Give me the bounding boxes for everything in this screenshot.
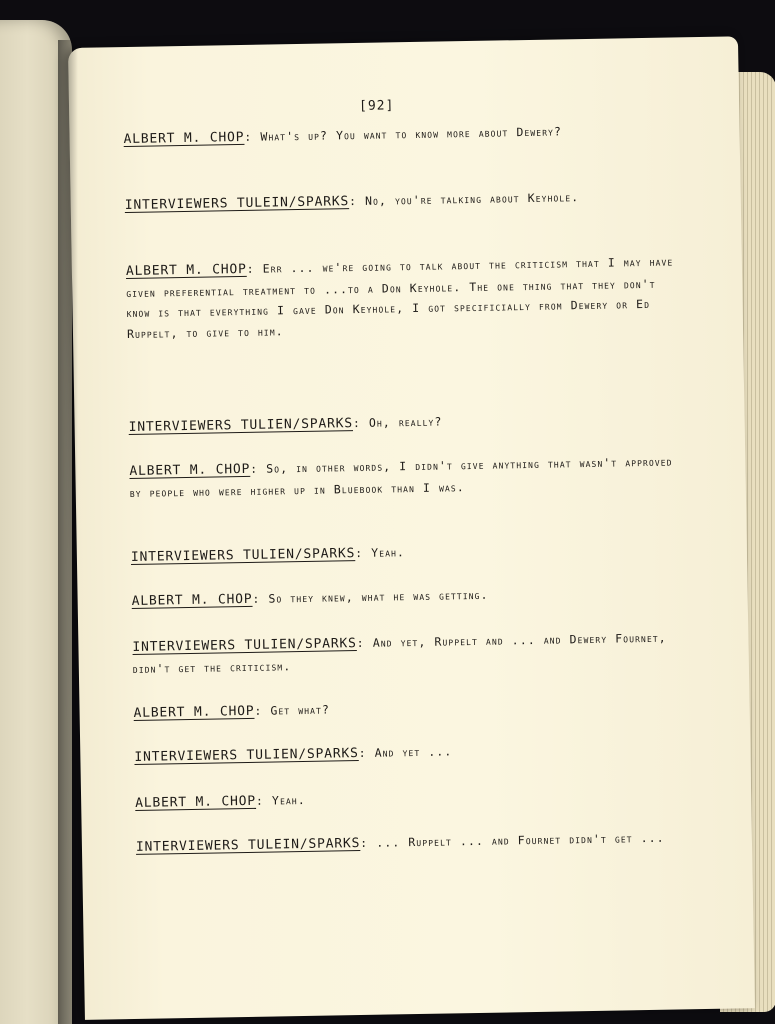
speaker-label: INTERVIEWERS TULIEN/SPARKS <box>128 416 354 435</box>
speaker-label: INTERVIEWERS TULEIN/SPARKS <box>135 836 361 855</box>
utterance: So they knew, what he was getting. <box>268 587 489 606</box>
speaker-label: INTERVIEWERS TULIEN/SPARKS <box>132 636 357 655</box>
page-number: [92] <box>358 98 395 114</box>
exchange-4: INTERVIEWERS TULIEN/SPARKS: Oh, really? <box>128 414 443 435</box>
utterance: No, you're talking about Keyhole. <box>364 190 580 208</box>
utterance: What's up? You want to know more about Dewery? <box>260 124 563 144</box>
utterance: Get what? <box>270 702 331 718</box>
speaker-label: ALBERT M. CHOP <box>133 703 255 721</box>
exchange-7: ALBERT M. CHOP: So they knew, what he was getting. <box>131 587 489 609</box>
exchange-12: INTERVIEWERS TULEIN/SPARKS: ... Ruppelt ... and Fournet didn't get ... <box>135 830 665 855</box>
transcript-page <box>68 36 755 1020</box>
speaker-label: INTERVIEWERS TULIEN/SPARKS <box>130 546 356 565</box>
exchange-10: INTERVIEWERS TULIEN/SPARKS: And yet ... <box>134 744 453 765</box>
book-gutter <box>58 40 78 1024</box>
speaker-label: ALBERT M. CHOP <box>125 261 247 280</box>
utterance: Err ... we're going to talk about the criticism that I may have given preferential treatment to ...to a Don Keyhole. The one thing that they don't know is that everything I gave Don Keyhole, I got specificially from Dewery or Ed Ruppelt, to give to him. <box>126 254 674 341</box>
exchange-11: ALBERT M. CHOP: Yeah. <box>135 792 306 811</box>
exchange-2: INTERVIEWERS TULEIN/SPARKS: No, you're talking about Keyhole. <box>124 190 580 214</box>
speaker-label: ALBERT M. CHOP <box>135 793 257 811</box>
utterance: So, in other words, I didn't give anything that wasn't approved by people who were higher up in Bluebook than I was. <box>129 454 673 500</box>
speaker-label: ALBERT M. CHOP <box>129 461 251 479</box>
utterance: ... Ruppelt ... and Fournet didn't get ... <box>376 830 665 850</box>
speaker-label: INTERVIEWERS TULEIN/SPARKS <box>124 194 350 214</box>
speaker-label: ALBERT M. CHOP <box>131 591 253 609</box>
speaker-label: ALBERT M. CHOP <box>123 129 245 148</box>
exchange-6: INTERVIEWERS TULIEN/SPARKS: Yeah. <box>130 545 406 565</box>
utterance: And yet ... <box>374 744 453 760</box>
exchange-9: ALBERT M. CHOP: Get what? <box>133 702 331 721</box>
exchange-1: ALBERT M. CHOP: What's up? You want to know more about Dewery? <box>123 124 563 148</box>
exchange-3: ALBERT M. CHOP: Err ... we're going to talk about the criticism that I may have given preferential treatment to ...to a Don Keyhole. The one thing that they don't know is that everything I gave Don Keyhole, I got specificially from Dewery or Ed Ruppelt, to give to him. <box>125 254 674 341</box>
speaker-label: INTERVIEWERS TULIEN/SPARKS <box>134 746 359 765</box>
utterance: Yeah. <box>371 545 406 560</box>
utterance: Oh, really? <box>368 414 443 430</box>
exchange-8: INTERVIEWERS TULIEN/SPARKS: And yet, Ruppelt and ... and Dewery Fournet, didn't get the criticism. <box>132 630 667 676</box>
utterance: Yeah. <box>271 792 306 808</box>
utterance: And yet, Ruppelt and ... and Dewery Fournet, didn't get the criticism. <box>132 630 667 676</box>
exchange-5: ALBERT M. CHOP: So, in other words, I didn't give anything that wasn't approved by people who were higher up in Bluebook than I was. <box>129 454 673 500</box>
